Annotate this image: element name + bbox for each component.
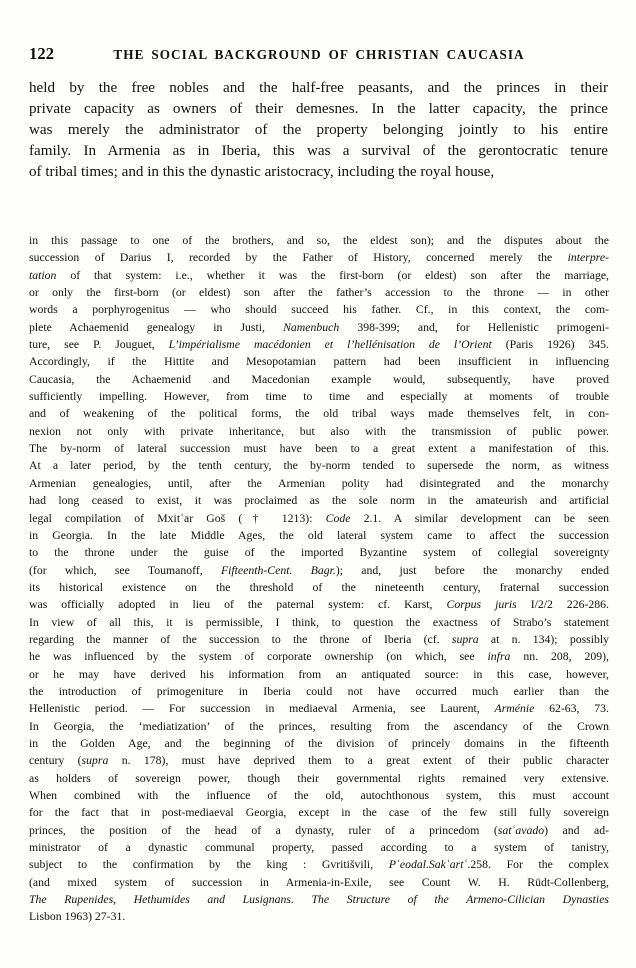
text-line: plete Achaemenid genealogy in Justi, Namenbuch 398-399; and, for Hellenistic primogeni- bbox=[29, 320, 609, 334]
footnote-continuation bbox=[29, 232, 609, 926]
text-line: as holders of sovereign power, though their governmental rights remained very extensive. bbox=[29, 771, 609, 785]
text-line: nexion not only with private inheritance, but also with the transmission of public power. bbox=[29, 424, 609, 438]
text-line: he was influenced by the system of corporate ownership (on which, see infra nn. 208, 209), bbox=[29, 650, 609, 664]
text-line: (for which, see Toumanoff, Fifteenth-Cent. Bagr.); and, just before the monarchy ended bbox=[29, 563, 609, 577]
text-line: century (supra n. 178), must have deprived them to a great extent of their public character bbox=[29, 754, 609, 768]
text-line: In Georgia, the ‘mediatization’ of the princes, resulting from the ascendancy of the Crown bbox=[29, 719, 609, 733]
body-text bbox=[29, 78, 608, 205]
text-line: subject to the confirmation by the king : Gvritišvili, Pʿeodal.Sakʿartʿ.258. For the complex bbox=[29, 858, 609, 872]
running-head bbox=[29, 44, 608, 64]
text-line: held by the free nobles and the half-free peasants, and the princes in their bbox=[29, 80, 608, 96]
text-line: for the fact that in post-mediaeval Georgia, except in the case of the few still fully sovereign bbox=[29, 806, 609, 820]
text-line: the introduction of primogeniture in Iberia could not have occurred much earlier than the bbox=[29, 684, 609, 698]
text-line: words a porphyrogenitus — who should succeed his father. Cf., in this context, the com- bbox=[29, 303, 609, 317]
text-line: (and mixed system of succession in Armenia-in-Exile, see Count W. H. Rüdt-Collenberg, bbox=[29, 875, 609, 889]
text-line: tation of that system: i.e., whether it was the first-born (or eldest) son after the marriage, bbox=[29, 268, 609, 282]
text-line: The by-norm of lateral succession must have been to a great extent a manifestation of this. bbox=[29, 442, 609, 456]
text-line: to the throne under the guise of the imported Byzantine system of collegial sovereignty bbox=[29, 546, 609, 560]
text-line: sufficiently impelling. However, from time to time and especially at moments of trouble bbox=[29, 390, 609, 404]
text-line: Caucasia, the Achaemenid and Macedonian example would, subsequently, have proved bbox=[29, 372, 609, 386]
text-line: princes, the position of the head of a dynasty, ruler of a princedom (satʿavado) and ad- bbox=[29, 823, 609, 837]
text-line: At a later period, by the tenth century, the by-norm tended to supersede the norm, as witness bbox=[29, 459, 609, 473]
running-title: THE SOCIAL BACKGROUND OF CHRISTIAN CAUCASIA bbox=[113, 47, 525, 62]
text-line: and of weakening of the political forms, the old tribal ways made themselves felt, in con- bbox=[29, 407, 609, 421]
text-line: in this passage to one of the brothers, and so, the eldest son); and the disputes about the bbox=[29, 234, 609, 247]
text-line: succession of Darius I, recorded by the Father of History, concerned merely the interpre- bbox=[29, 251, 609, 265]
text-line: legal compilation of Mxitʿar Goš († 1213): Code 2.1. A similar development can be seen bbox=[29, 511, 609, 525]
page-number: 122 bbox=[29, 44, 55, 63]
footnote-paragraph bbox=[29, 232, 609, 926]
text-line: Accordingly, if the Hittite and Mesopotamian pattern had been insufficient in influencing bbox=[29, 355, 609, 369]
text-line: was merely the administrator of the property belonging jointly to his entire bbox=[29, 122, 608, 139]
text-line: Lisbon 1963) 27-31. bbox=[29, 910, 126, 924]
text-line: family. In Armenia as in Iberia, this was a survival of the gerontocratic tenure bbox=[29, 143, 608, 160]
text-line: private capacity as owners of their demesnes. In the latter capacity, the prince bbox=[29, 101, 608, 118]
text-line: When combined with the influence of the old, autochthonous system, this must account bbox=[29, 789, 609, 802]
text-line: Hellenistic period. — For succession in mediaeval Armenia, see Laurent, Arménie 62-63, 73. bbox=[29, 702, 609, 716]
text-line: or only the first-born (or eldest) son after the father’s accession to the throne — in other bbox=[29, 286, 609, 300]
text-line: The Rupenides, Hethumides and Lusignans. The Structure of the Armeno-Cilician Dynasties bbox=[29, 893, 609, 907]
text-line: had long ceased to exist, it was proclaimed as the sole norm in the amateurish and artificial bbox=[29, 494, 609, 508]
text-line: regarding the manner of the succession to the throne of Iberia (cf. supra at n. 134); possibly bbox=[29, 632, 609, 646]
text-line: In view of all this, it is permissible, I think, to question the exactness of Strabo’s statement bbox=[29, 615, 609, 629]
body-paragraph bbox=[29, 78, 608, 205]
text-line: ture, see P. Jouguet, L’impérialisme macédonien et l’hellénisation de l’Orient (Paris 1926) 345. bbox=[29, 338, 609, 352]
text-line: Armenian genealogies, until, after the Armenian polity had disintegrated and the monarchy bbox=[29, 476, 609, 490]
text-line: in the Golden Age, and the beginning of the division of princely domains in the fifteenth bbox=[29, 736, 609, 750]
text-line: or he may have derived his information from an antiquated source: in this case, however, bbox=[29, 667, 609, 681]
text-line: in Georgia. In the late Middle Ages, the old lateral system came to affect the succession bbox=[29, 528, 609, 542]
text-line: was officially adopted in lieu of the paternal system: cf. Karst, Corpus juris I/2/2 226-286. bbox=[29, 598, 609, 612]
text-line: ministrator of a dynastic communal property, passed according to a system of tanistry, bbox=[29, 841, 609, 855]
text-line: of tribal times; and in this the dynastic aristocracy, including the royal house, bbox=[29, 164, 495, 181]
text-line: its historical existence on the threshold of the nineteenth century, fraternal succession bbox=[29, 580, 609, 594]
